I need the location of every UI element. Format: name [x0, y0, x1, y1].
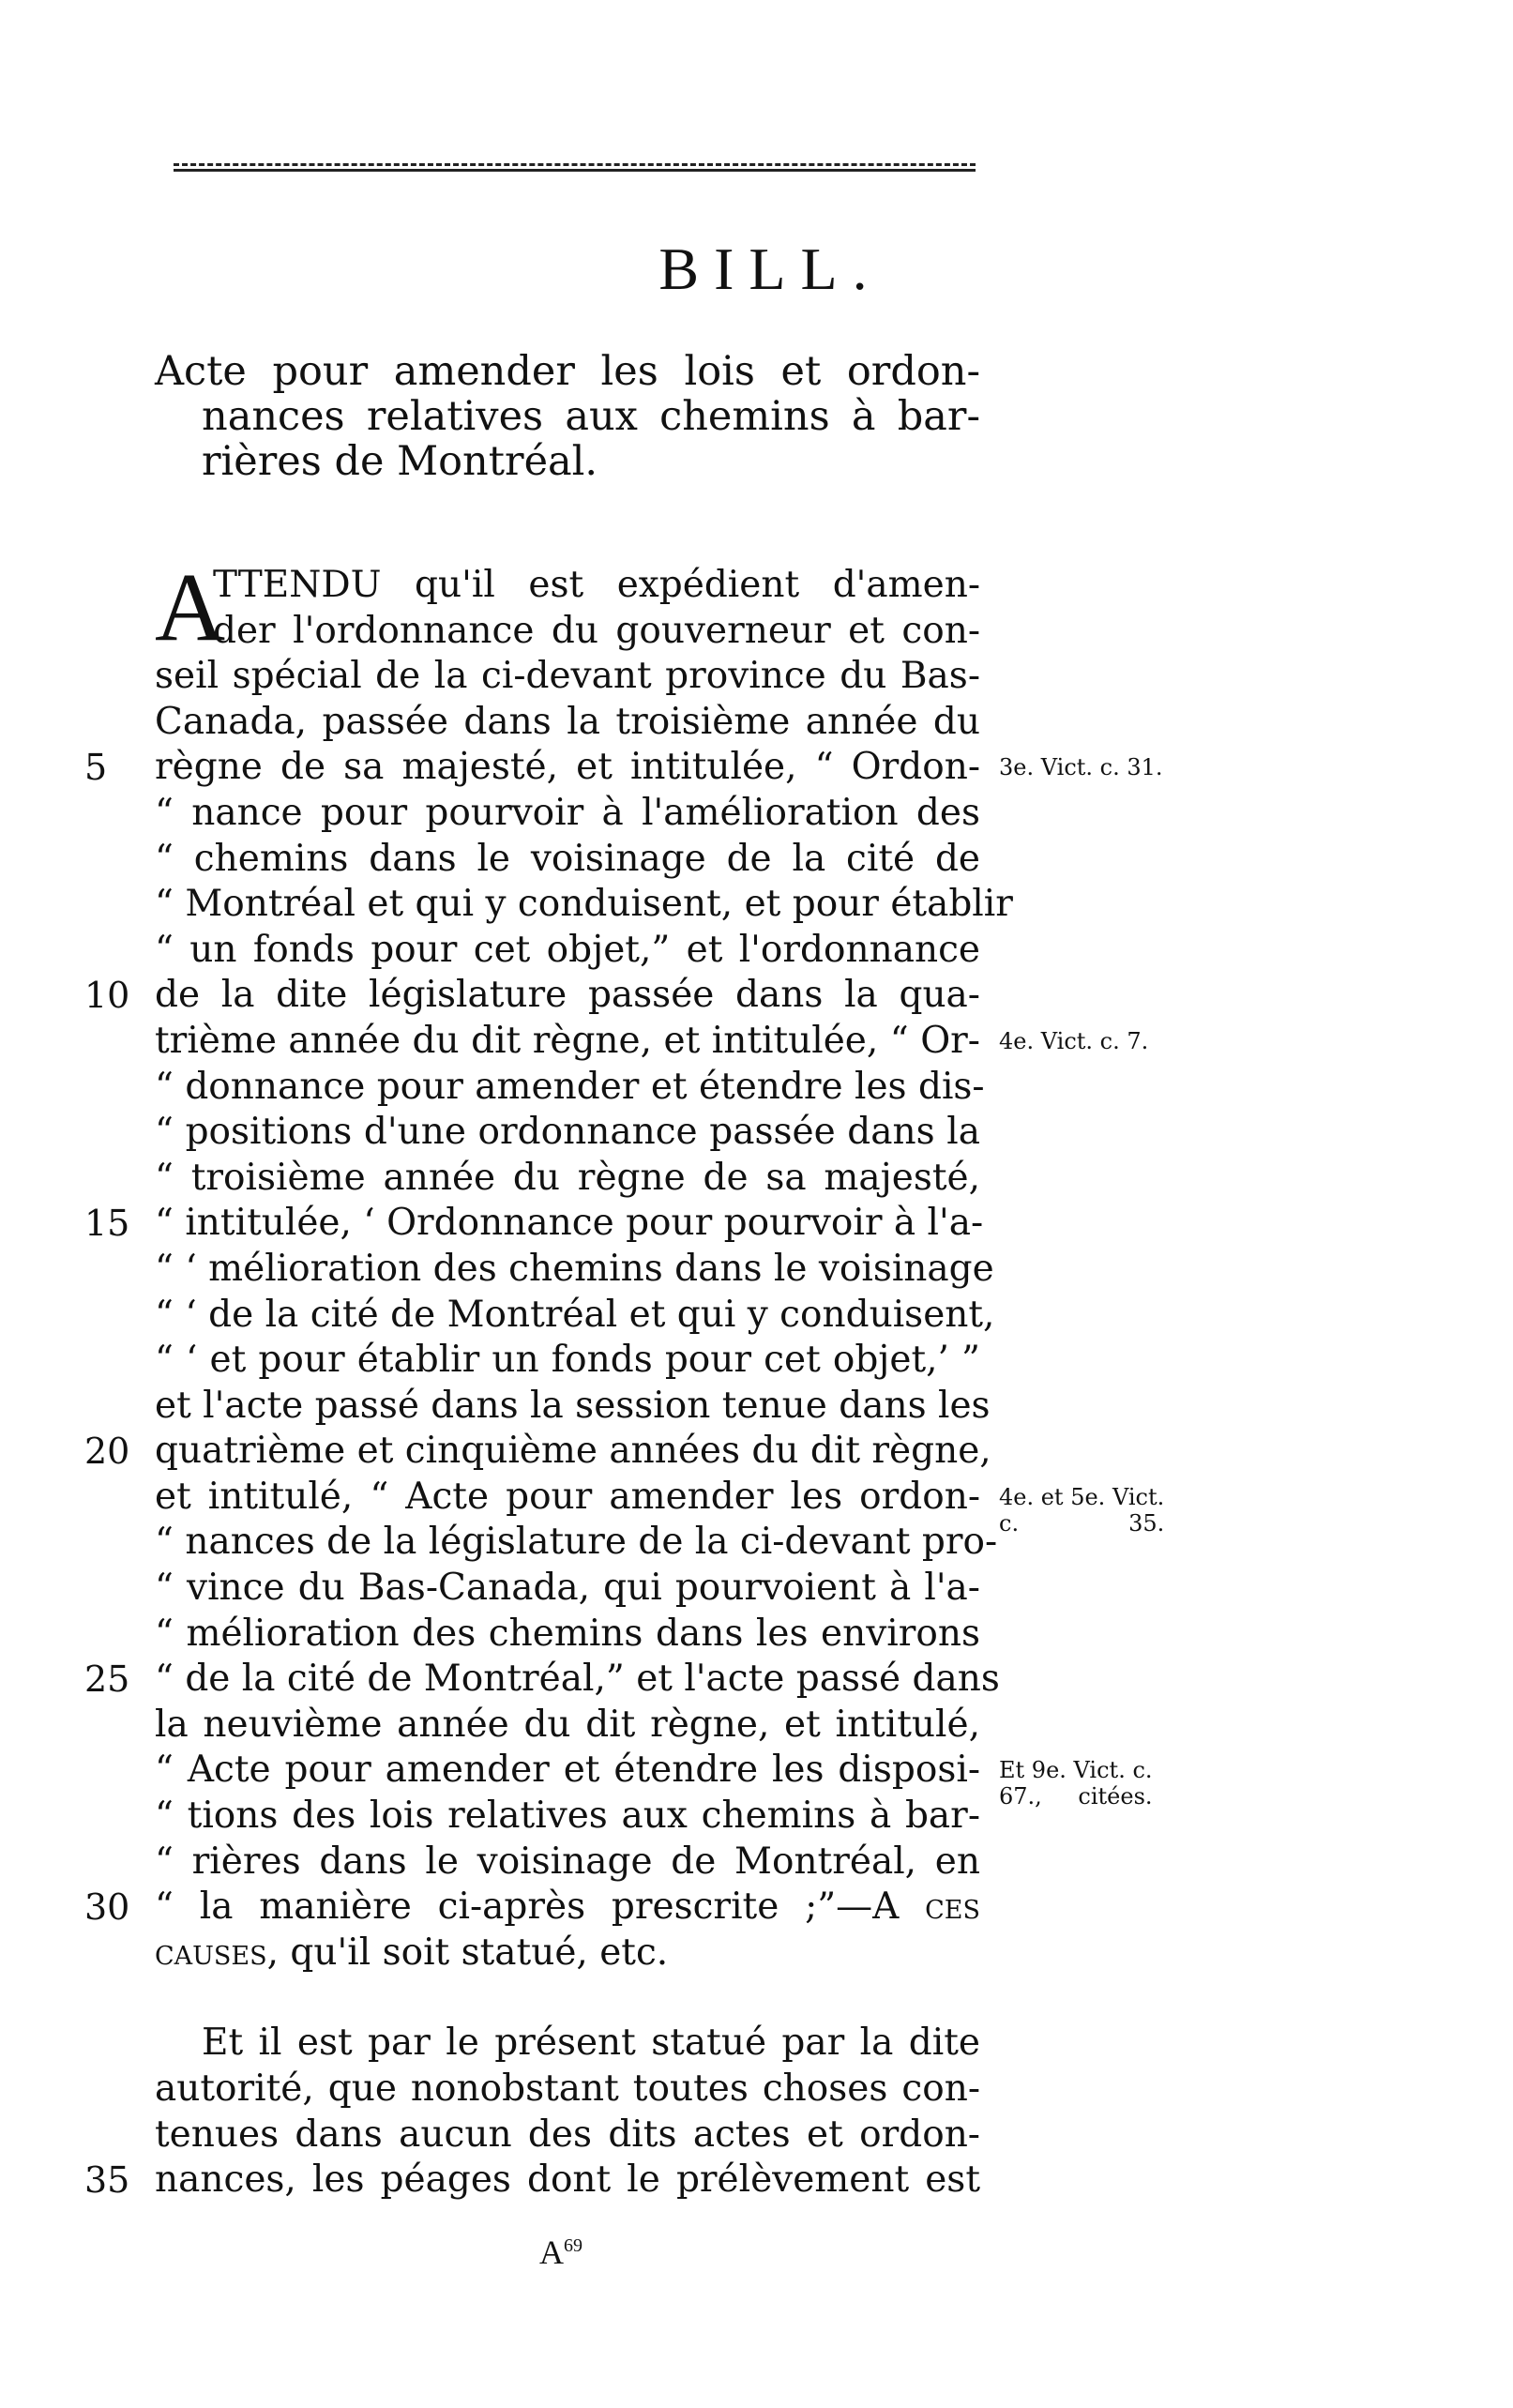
- text-line: 5 règne de sa majesté, et intitulée, “ Ordon- 3e. Vict. c. 31.: [155, 745, 980, 791]
- text-line: 10 de la dite législature passée dans la qua-: [155, 973, 980, 1019]
- bill-body: [84, 553, 1165, 2204]
- text-line: 30 “ la manière ci-après prescrite ;”—A ces: [155, 1885, 980, 1931]
- bill-subject: [155, 349, 980, 484]
- text-line: “ Montréal et qui y conduisent, et pour établir: [155, 883, 1013, 926]
- text-line: tenues dans aucun des dits actes et ordon-: [155, 2113, 980, 2156]
- text-line: “ tions des lois relatives aux chemins à bar-: [155, 1795, 980, 1838]
- text-line: “ chemins dans le voisinage de la cité de: [155, 837, 980, 880]
- line-number: 25: [84, 1658, 130, 1701]
- text-line: “ vince du Bas-Canada, qui pourvoient à l'a-: [155, 1567, 980, 1610]
- text-line: la neuvième année du dit règne, et intitulé,: [155, 1703, 980, 1746]
- line-number: 35: [84, 2159, 130, 2202]
- text-line: TTENDU qu'il est expédient d'amen-: [213, 564, 980, 606]
- text-line: Et il est par le présent statué par la dite: [202, 2022, 980, 2065]
- line-number: 20: [84, 1431, 130, 1473]
- margin-note: 3e. Vict. c. 31.: [999, 754, 1163, 781]
- text-line: “ nances de la législature de la ci-devant pro-: [155, 1521, 998, 1564]
- text-line: 20 quatrième et cinquième années du dit règne,: [155, 1429, 980, 1475]
- text-line: “ rières dans le voisinage de Montréal, en: [155, 1840, 980, 1883]
- text-line: Canada, passée dans la troisième année du: [155, 700, 980, 743]
- line-number: 5: [84, 747, 108, 789]
- text-line: der l'ordonnance du gouverneur et con-: [213, 609, 980, 652]
- text-line: “ Acte pour amender et étendre les disposi- Et 9e. Vict. c. 67., citées.: [155, 1749, 1153, 1810]
- ces-causes: ces: [925, 1886, 980, 1929]
- text-line: “ ‘ mélioration des chemins dans le voisinage: [155, 1247, 994, 1290]
- line-number: 30: [84, 1886, 130, 1929]
- line-number: 10: [84, 975, 130, 1017]
- signature-mark: $A^{69}$: [539, 2234, 583, 2271]
- margin-note: 4e. et 5e. Vict. c. 35.: [999, 1483, 1165, 1537]
- text-line: “ troisième année du règne de sa majesté,: [155, 1156, 980, 1199]
- margin-note: 4e. Vict. c. 7.: [999, 1027, 1149, 1054]
- text-line: “ mélioration des chemins dans les environs: [155, 1612, 980, 1655]
- top-rule-dashed: [174, 163, 976, 166]
- text-line: et l'acte passé dans la session tenue dans les: [155, 1384, 991, 1427]
- subject-line: rières de Montréal.: [202, 438, 598, 485]
- text-line: 15 “ intitulée, ‘ Ordonnance pour pourvoir à l'a-: [155, 1201, 980, 1247]
- top-rule: [174, 169, 976, 172]
- text-line: causes, qu'il soit statué, etc.: [155, 1931, 669, 1974]
- text-line: seil spécial de la ci-devant province du Bas-: [155, 655, 980, 698]
- text-line: “ positions d'une ordonnance passée dans la: [155, 1111, 980, 1154]
- text-line: 35 nances, les péages dont le prélèvement est: [155, 2158, 980, 2204]
- margin-note: Et 9e. Vict. c. 67., citées.: [999, 1757, 1153, 1810]
- text-line: “ ‘ de la cité de Montréal et qui y conduisent,: [155, 1293, 995, 1336]
- line-number: 15: [84, 1203, 130, 1245]
- ces-causes: causes,: [155, 1931, 280, 1974]
- text-line: “ un fonds pour cet objet,” et l'ordonnance: [155, 928, 980, 971]
- text-line: autorité, que nonobstant toutes choses con-: [155, 2067, 980, 2110]
- subject-line: nances relatives aux chemins à bar-: [202, 393, 980, 440]
- text-line: “ ‘ et pour établir un fonds pour cet objet,’ ”: [155, 1339, 980, 1382]
- text-line: trième année du dit règne, et intitulée, “ Or- 4e. Vict. c. 7.: [155, 1019, 1149, 1062]
- page-title: BILL.: [658, 235, 883, 302]
- text-line: “ donnance pour amender et étendre les dis-: [155, 1065, 985, 1108]
- drop-cap: A: [155, 553, 226, 661]
- subject-line: Acte pour amender les lois et ordon-: [155, 348, 980, 395]
- text-line: et intitulé, “ Acte pour amender les ordon- 4e. et 5e. Vict. c. 35.: [155, 1475, 1165, 1537]
- section-gap: [155, 1976, 980, 2021]
- text-line: 25 “ de la cité de Montréal,” et l'acte passé dans: [155, 1657, 980, 1703]
- text-line: “ nance pour pourvoir à l'amélioration des: [155, 791, 980, 834]
